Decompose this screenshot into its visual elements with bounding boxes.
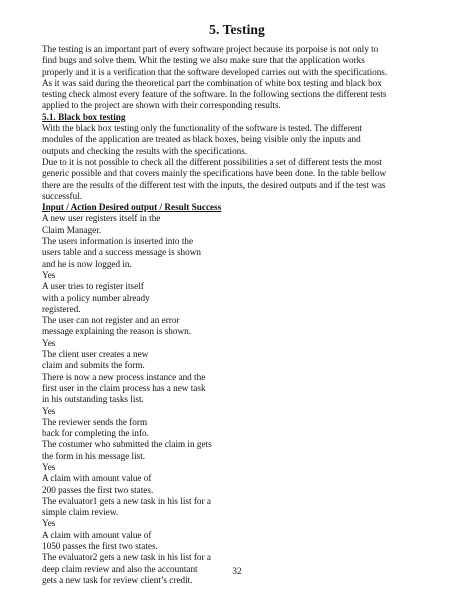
- table-line: 1050 passes the first two states.: [42, 541, 158, 552]
- intro-line: applied to the project are shown with their corresponding results.: [42, 100, 281, 111]
- table-line: users table and a success message is shown: [42, 247, 201, 258]
- intro-line: testing check almost every feature of the software. In the following sections the different tests: [42, 89, 387, 100]
- table-line: message explaining the reason is shown.: [42, 326, 192, 337]
- table-line: 200 passes the first two states.: [42, 484, 154, 495]
- intro-line: As it was said during the theoretical part the combination of white box testing and black box: [42, 77, 382, 88]
- section-line: With the black box testing only the functionality of the software is tested. The different: [42, 123, 363, 134]
- table-line: The client user creates a new: [42, 349, 149, 360]
- table-line: There is now a new process instance and the: [42, 371, 206, 382]
- table-line: Yes: [42, 461, 56, 472]
- table-line: The evaluator1 gets a new task in his list for a: [42, 495, 211, 506]
- section-line: Due to it is not possible to check all the different possibilities a set of different tests the most: [42, 156, 383, 167]
- section-line: generic possible and that covers mainly the specifications have been done. In the table bellow: [42, 168, 387, 179]
- section-paragraph: [42, 123, 440, 202]
- table-line: The reviewer sends the form: [42, 416, 148, 427]
- table-line: claim and submits the form.: [42, 360, 145, 371]
- table-line: first user in the claim process has a new task: [42, 382, 206, 393]
- table-line: A claim with amount value of: [42, 529, 152, 540]
- test-table: [42, 213, 440, 586]
- table-line: gets a new task for review client’s credit.: [42, 574, 193, 585]
- table-line: A user tries to register itself: [42, 281, 144, 292]
- table-header: Input / Action Desired output / Result Success: [42, 202, 222, 213]
- table-line: The costumer who submitted the claim in gets: [42, 439, 212, 450]
- table-line: Yes: [42, 337, 56, 348]
- intro-line: find bugs and solve them. Whit the testing we also make sure that the application works: [42, 55, 365, 66]
- table-line: Yes: [42, 518, 56, 529]
- page-title: 5. Testing: [209, 22, 265, 37]
- table-line: registered.: [42, 303, 81, 314]
- table-line: Yes: [42, 269, 56, 280]
- intro-paragraph: [42, 44, 440, 112]
- section-heading: 5.1. Black box testing: [42, 111, 126, 122]
- page-body: [42, 44, 440, 586]
- table-line: the form in his message list.: [42, 450, 146, 461]
- table-line: with a policy number already: [42, 292, 150, 303]
- table-line: A new user registers itself in the: [42, 213, 161, 224]
- intro-line: properly and it is a verification that the software developed carries out with the specifications.: [42, 66, 388, 77]
- table-line: simple claim review.: [42, 507, 119, 518]
- section-line: successful.: [42, 190, 83, 201]
- table-line: The users information is inserted into the: [42, 236, 194, 247]
- table-line: Claim Manager.: [42, 224, 102, 235]
- table-line: in his outstanding tasks list.: [42, 394, 144, 405]
- section-line: there are the results of the different test with the inputs, the desired outputs and if the test was: [42, 179, 386, 190]
- section-line: modules of the application are treated as black boxes, being visible only the inputs and: [42, 134, 361, 145]
- page-number: 32: [232, 566, 242, 576]
- table-line: back for completing the info.: [42, 428, 149, 439]
- table-line: The evaluator2 gets a new task in his list for a: [42, 552, 211, 563]
- intro-line: The testing is an important part of every software project because its porpoise is not only to: [42, 44, 379, 54]
- section-line: outputs and checking the results with the specifications.: [42, 145, 248, 156]
- table-line: The user can not register and an error: [42, 315, 180, 326]
- table-line: deep claim review and also the accountant: [42, 563, 198, 574]
- table-line: and he is now logged in.: [42, 258, 132, 269]
- table-line: A claim with amount value of: [42, 473, 152, 484]
- table-line: Yes: [42, 405, 56, 416]
